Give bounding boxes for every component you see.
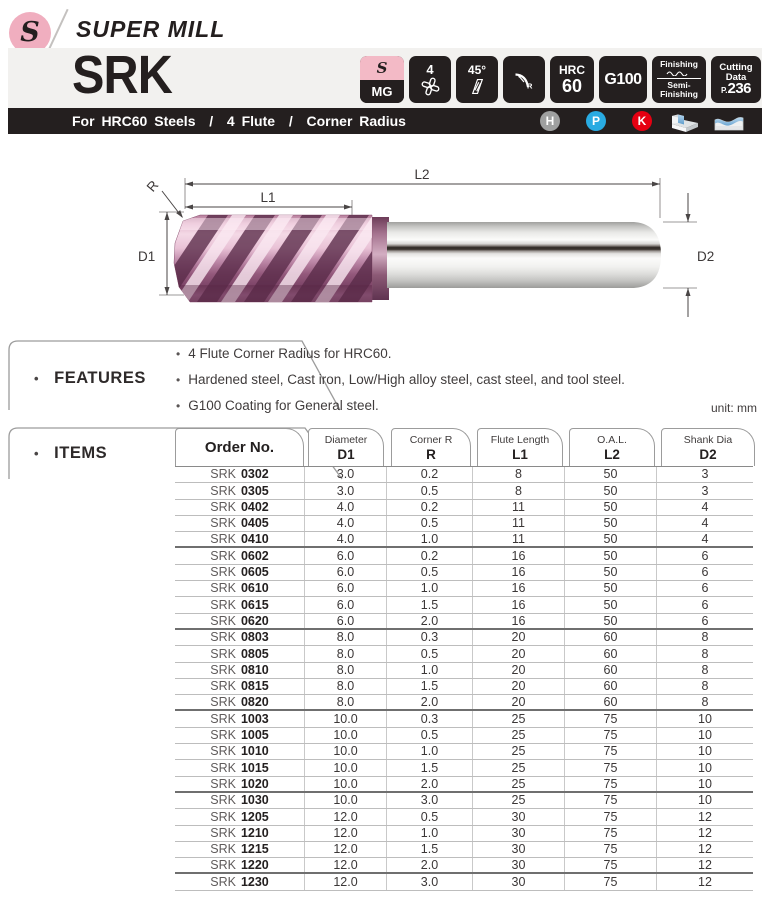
flute-count-badge [409,56,451,103]
r-cell: 0.2 [387,500,473,515]
order-no-cell: SRK 1010 [175,744,305,759]
order-no-cell: SRK 0410 [175,532,305,546]
grade-badge [360,56,404,103]
d1-cell: 8.0 [305,695,387,709]
d1-cell: 10.0 [305,760,387,775]
order-no-cell: SRK 1220 [175,858,305,872]
order-no-cell: SRK 0810 [175,663,305,678]
d2-cell: 12 [698,825,712,840]
d1-cell: 8.0 [305,679,387,694]
d2-cell: 6 [701,581,709,596]
d2-cell: 4 [701,532,709,547]
d2-cell: 10 [698,760,712,775]
order-no-cell: SRK 0803 [175,630,305,645]
table-row [175,826,753,842]
column-header-diameter: Diameter D1 [308,428,384,466]
d2-cell: 6 [701,597,709,612]
table-row [175,516,753,532]
table-row [175,565,753,581]
r-cell: 1.0 [387,663,473,678]
d1-cell: 3.0 [305,483,387,498]
d2-cell: 3 [701,467,709,482]
d1-cell: 4.0 [305,516,387,531]
l1-cell: 25 [473,793,565,808]
step-block-icon [670,109,700,133]
l1-cell: 16 [473,565,565,580]
features-heading: • FEATURES [34,369,146,388]
order-no-cell: SRK 1205 [175,809,305,824]
l2-cell: 50 [565,532,657,546]
d1-cell: 6.0 [305,597,387,612]
finishing-label: Finishing [660,59,698,69]
l2-cell: 75 [565,826,657,841]
workpiece-icons [670,109,746,133]
column-header-corner-r: Corner R R [391,428,471,466]
l2-cell: 75 [565,777,657,791]
table-row [175,614,753,630]
l1-cell: 20 [473,663,565,678]
r-cell: 2.0 [387,858,473,872]
feature-item: • Hardened steel, Cast iron, Low/High alloy steel, cast steel, and tool steel. [176,367,751,393]
r-cell: 2.0 [387,777,473,791]
order-no-cell: SRK 0615 [175,597,305,612]
table-row [175,760,753,776]
l1-cell: 30 [473,874,565,889]
d1-cell: 6.0 [305,614,387,628]
order-no-cell: SRK 1230 [175,874,305,889]
d1-cell: 12.0 [305,858,387,872]
column-header-shank-dia: Shank Dia D2 [661,428,755,466]
r-cell: 1.5 [387,842,473,857]
d1-cell: 3.0 [305,467,387,482]
order-no-cell: SRK 1005 [175,728,305,743]
end-mill-dimension-drawing [130,145,750,323]
label-l2: L2 [414,167,430,182]
d2-cell: 4 [701,516,709,531]
order-no-cell: SRK 1003 [175,711,305,726]
table-row [175,842,753,858]
l2-cell: 60 [565,630,657,645]
label-l1: L1 [260,190,276,205]
l2-cell: 75 [565,728,657,743]
order-no-cell: SRK 0805 [175,646,305,661]
l2-cell: 75 [565,858,657,872]
d2-cell: 4 [701,499,709,514]
r-cell: 0.5 [387,809,473,824]
hardness-value-label: 60 [561,76,583,96]
order-no-cell: SRK 1215 [175,842,305,857]
corner-radius-badge [503,56,545,103]
r-cell: 2.0 [387,614,473,628]
column-header-order-no: Order No. [175,428,304,466]
d1-cell: 4.0 [305,500,387,515]
l2-cell: 75 [565,744,657,759]
d1-cell: 10.0 [305,711,387,726]
label-r: R [143,177,162,195]
d1-cell: 10.0 [305,744,387,759]
l2-cell: 50 [565,516,657,531]
l1-cell: 16 [473,614,565,628]
l2-cell: 50 [565,467,657,482]
l2-cell: 50 [565,597,657,612]
items-table-body [175,466,753,891]
l1-cell: 30 [473,826,565,841]
product-code-title: SRK [72,45,172,105]
spec-table [175,428,753,891]
d1-cell: 8.0 [305,630,387,645]
finishing-badge [652,56,706,103]
d1-cell: 10.0 [305,793,387,808]
r-cell: 0.5 [387,565,473,580]
l1-cell: 25 [473,744,565,759]
r-cell: 3.0 [387,793,473,808]
r-cell: 0.3 [387,711,473,726]
d2-cell: 10 [698,744,712,759]
l1-cell: 16 [473,597,565,612]
r-cell: 2.0 [387,695,473,709]
r-cell: 1.0 [387,532,473,546]
wavy-line-icon [666,70,692,76]
order-no-cell: SRK 0402 [175,500,305,515]
d1-cell: 4.0 [305,532,387,546]
mill-collar [370,217,389,300]
l1-cell: 30 [473,858,565,872]
l1-cell: 20 [473,679,565,694]
table-row [175,581,753,597]
order-no-cell: SRK 0815 [175,679,305,694]
d1-cell: 12.0 [305,842,387,857]
l2-cell: 75 [565,842,657,857]
table-row [175,663,753,679]
l1-cell: 16 [473,581,565,596]
column-header-flute-length: Flute Length L1 [477,428,563,466]
spec-badge-row [360,56,761,103]
l1-cell: 20 [473,646,565,661]
order-no-cell: SRK 0602 [175,548,305,563]
l2-cell: 60 [565,646,657,661]
r-cell: 0.5 [387,516,473,531]
l1-cell: 8 [473,483,565,498]
d2-cell: 8 [701,679,709,694]
table-row [175,597,753,613]
svg-text:R: R [527,81,533,90]
table-row [175,744,753,760]
l1-cell: 30 [473,809,565,824]
l2-cell: 75 [565,809,657,824]
order-no-cell: SRK 1210 [175,826,305,841]
coating-label: G100 [604,70,642,88]
label-d2: D2 [697,249,715,264]
mill-shank [387,222,661,288]
r-cell: 1.0 [387,581,473,596]
r-cell: 1.5 [387,597,473,612]
application-bar [8,108,762,134]
d1-cell: 10.0 [305,728,387,743]
order-no-cell: SRK 0305 [175,483,305,498]
order-no-cell: SRK 0405 [175,516,305,531]
helix-angle-badge [456,56,498,103]
series-logo-letter: S [20,16,40,48]
table-row [175,695,753,711]
r-cell: 1.0 [387,826,473,841]
d1-cell: 6.0 [305,565,387,580]
r-cell: 1.0 [387,744,473,759]
material-circle-p: P [586,111,606,131]
application-subtitle: For HRC60 Steels / 4 Flute / Corner Radius [72,113,406,129]
semi-finishing-label: Semi-Finishing [660,80,698,99]
table-header [175,428,753,466]
grade-mg-label: MG [360,80,404,104]
features-list [176,341,751,419]
grade-s-label: S [360,56,404,80]
column-header-oal: O.A.L. L2 [569,428,655,466]
l1-cell: 16 [473,548,565,563]
d2-cell: 3 [701,483,709,498]
order-no-cell: SRK 0605 [175,565,305,580]
material-indicators [540,111,652,131]
d1-cell: 12.0 [305,826,387,841]
d2-cell: 8 [701,695,709,710]
series-name: SUPER MILL [76,16,226,42]
l1-cell: 25 [473,711,565,726]
unit-note: unit: mm [710,401,757,415]
r-cell: 0.2 [387,548,473,563]
table-row [175,874,753,890]
page-prefix: P. [720,86,728,95]
d2-cell: 12 [698,809,712,824]
d2-cell: 6 [701,613,709,628]
d1-cell: 12.0 [305,809,387,824]
d2-cell: 10 [698,776,712,791]
flute-cross-icon [421,77,440,96]
material-circle-k: K [632,111,652,131]
d1-cell: 6.0 [305,581,387,596]
l2-cell: 50 [565,500,657,515]
table-row [175,728,753,744]
order-no-cell: SRK 1030 [175,793,305,808]
d1-cell: 12.0 [305,874,387,889]
l2-cell: 50 [565,581,657,596]
l1-cell: 25 [473,760,565,775]
hardness-badge [550,56,594,103]
feature-item: • G100 Coating for General steel. [176,393,751,419]
l2-cell: 75 [565,793,657,808]
l2-cell: 75 [565,874,657,889]
r-cell: 0.5 [387,483,473,498]
label-d1: D1 [138,249,156,264]
table-row [175,548,753,564]
order-no-cell: SRK 0620 [175,614,305,628]
coating-badge [599,56,647,103]
r-cell: 0.2 [387,467,473,482]
l2-cell: 50 [565,614,657,628]
order-no-cell: SRK 1020 [175,777,305,791]
table-row [175,532,753,548]
l2-cell: 60 [565,663,657,678]
r-cell: 1.5 [387,679,473,694]
order-no-cell: SRK 0610 [175,581,305,596]
table-row [175,809,753,825]
flute-count-label: 4 [426,62,434,77]
l2-cell: 50 [565,565,657,580]
l1-cell: 20 [473,695,565,709]
table-row [175,858,753,874]
l1-cell: 11 [473,500,565,515]
l2-cell: 75 [565,711,657,726]
d2-cell: 8 [701,630,709,645]
l1-cell: 8 [473,467,565,482]
d2-cell: 12 [698,842,712,857]
table-row [175,793,753,809]
d1-cell: 6.0 [305,548,387,563]
table-row [175,777,753,793]
d2-cell: 8 [701,662,709,677]
l1-cell: 11 [473,516,565,531]
d2-cell: 6 [701,548,709,563]
r-cell: 3.0 [387,874,473,889]
corner-radius-icon [513,70,535,90]
helix-angle-label: 45° [467,63,487,77]
cutting-label: Cutting [719,62,753,73]
helix-hatch-icon [469,78,486,95]
table-row [175,646,753,662]
d2-cell: 8 [701,646,709,661]
feature-item: • 4 Flute Corner Radius for HRC60. [176,341,751,367]
r-cell: 0.5 [387,646,473,661]
table-row [175,711,753,727]
d1-cell: 10.0 [305,777,387,791]
r-cell: 0.3 [387,630,473,645]
l2-cell: 75 [565,760,657,775]
d1-cell: 8.0 [305,663,387,678]
r-cell: 1.5 [387,760,473,775]
l1-cell: 25 [473,777,565,791]
table-row [175,679,753,695]
l1-cell: 20 [473,630,565,645]
l2-cell: 50 [565,483,657,498]
order-no-cell: SRK 0302 [175,467,305,482]
cutting-data-badge [711,56,761,103]
order-no-cell: SRK 1015 [175,760,305,775]
table-row [175,467,753,483]
table-row [175,483,753,499]
d2-cell: 10 [698,793,712,808]
d1-cell: 8.0 [305,646,387,661]
l1-cell: 30 [473,842,565,857]
badge-divider [657,78,701,79]
order-no-cell: SRK 0820 [175,695,305,709]
data-label: Data [725,72,747,83]
hardness-hrc-label: HRC [559,63,585,77]
table-row [175,630,753,646]
page-number: 236 [727,80,752,97]
l2-cell: 60 [565,679,657,694]
items-heading: • ITEMS [34,444,107,463]
r-cell: 0.5 [387,728,473,743]
d2-cell: 12 [698,874,712,889]
material-circle-h: H [540,111,560,131]
l1-cell: 11 [473,532,565,546]
d2-cell: 10 [698,711,712,726]
l2-cell: 50 [565,548,657,563]
contour-block-icon [712,109,746,133]
l1-cell: 25 [473,728,565,743]
table-row [175,500,753,516]
d2-cell: 10 [698,728,712,743]
l2-cell: 60 [565,695,657,709]
d2-cell: 6 [701,565,709,580]
d2-cell: 12 [698,858,712,873]
